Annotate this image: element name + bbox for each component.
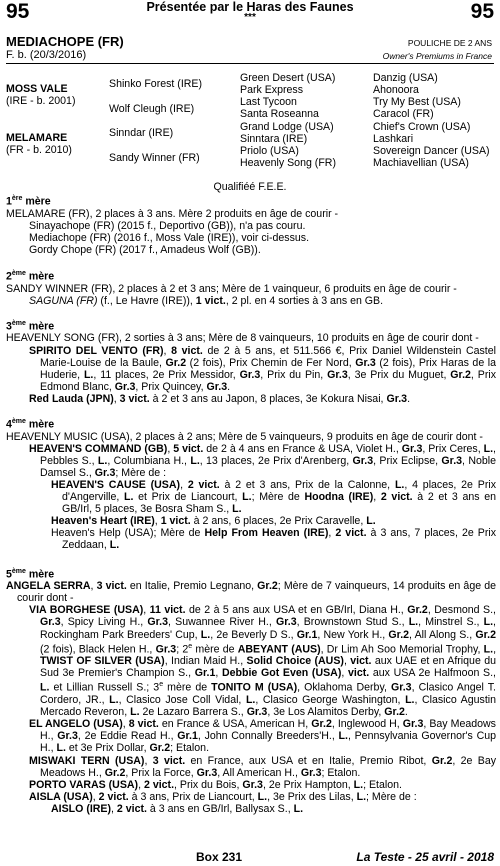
pedigree-g2: Sinndar (IRE) [109, 127, 174, 139]
dam-paragraph: ANGELA SERRA, 3 vict. en Italie, Premio Legnano, Gr.2; Mère de 7 vainqueurs, 14 produits en âge de courir dont - [6, 580, 496, 605]
section-heading-1: 1ère mère [6, 195, 51, 208]
produce-line: Gordy Chope (FR) (2017 f., Amadeus Wolf (GB)). [29, 243, 261, 256]
qualification-line: Qualifiéé F.E.E. [213, 181, 287, 193]
pedigree-dam: MELAMARE [6, 132, 68, 144]
page-footer [0, 848, 500, 866]
lot-number-right: 95 [470, 0, 494, 23]
pedigree-g3: Park Express [240, 84, 303, 96]
presenter-line: Présentée par le Haras des Faunes [146, 0, 354, 14]
produce-line: PORTO VARAS (USA), 2 vict., Prix du Bois, Gr.3, 2e Prix Hampton, L.; Etalon. [29, 778, 402, 791]
pedigree-g4: Danzig (USA) [373, 72, 438, 84]
pedigree-g3: Last Tycoon [240, 96, 297, 108]
horse-sex-birth: F. b. (20/3/2016) [6, 49, 87, 61]
dam-paragraph: HEAVENLY MUSIC (USA), 2 places à 2 ans; Mère de 5 vainqueurs, 9 produits en âge de courir dont - [6, 430, 483, 443]
pedigree-g3: Grand Lodge (USA) [240, 121, 334, 133]
produce-line: Red Lauda (JPN), 3 vict. à 2 et 3 ans au Japon, 8 places, 3e Kokura Nisai, Gr.3. [29, 392, 411, 405]
horse-category: POULICHE DE 2 ANS [407, 38, 492, 48]
pedigree-g3: Sinntara (IRE) [240, 133, 308, 145]
produce-line: Sinayachope (FR) (2015 f., Deportivo (GB)), n'a pas couru. [29, 219, 306, 232]
pedigree-g4: Caracol (FR) [373, 108, 434, 120]
header-divider [6, 63, 494, 64]
grandproduce-line: HEAVEN'S CAUSE (USA), 2 vict. à 2 et 3 ans, Prix de la Calonne, L., 4 places, 2e Prix d'Angerville, L. et Prix de Liancourt, L.; Mère de Hoodna (IRE), 2 vict. à 2 et 3 ans en GB/Irl, 5 places, 3e Bosra Sham S., L. [51, 479, 496, 516]
pedigree-sire-info: (IRE - b. 2001) [6, 95, 76, 107]
produce-line: EL ANGELO (USA), 8 vict. en France & USA, American H, Gr.2, Inglewood H, Gr.3, Bay Meadows H., Gr.3, 2e Eddie Read H., Gr.1, John Connally Breeders'H., L., Pennsylvania Governor's Cup H., L. et 3e Prix Dollar, Gr.2; Etalon. [29, 718, 497, 755]
grandproduce-line: AISLO (IRE), 2 vict. à 3 ans en GB/Irl, Ballysax S., L. [51, 802, 304, 815]
box-number: Box 231 [196, 850, 243, 864]
produce-line: HEAVEN'S COMMAND (GB), 5 vict. de 2 à 4 ans en France & USA, Violet H., Gr.3, Prix Ceres, L., Pebbles S., L., Columbiana H., L., 13 places, 2e Prix d'Arenberg, Gr.3, Prix Eclipse, Gr.3, Noble Damsel S., Gr.3; Mère de : [29, 442, 497, 479]
pedigree-g4: Try My Best (USA) [373, 96, 461, 108]
pedigree-dam-info: (FR - b. 2010) [6, 144, 72, 156]
grandproduce-line: Heaven's Help (USA); Mère de Help From Heaven (IRE), 2 vict. à 3 ans, 7 places, 2e Prix Zeddaan, L. [51, 527, 496, 552]
pedigree-g2: Wolf Cleugh (IRE) [109, 103, 195, 115]
produce-line: Mediachope (FR) (2016 f., Moss Vale (IRE)), voir ci-dessus. [29, 231, 310, 244]
grandproduce-line: Heaven's Heart (IRE), 1 vict. à 2 ans, 6 places, 2e Prix Caravelle, L. [51, 515, 376, 528]
pedigree-g4: Chief's Crown (USA) [373, 121, 471, 133]
dam-paragraph: SANDY WINNER (FR), 2 places à 2 et 3 ans; Mère de 1 vainqueur, 6 produits en âge de courir - [6, 282, 457, 295]
produce-line: VIA BORGHESE (USA), 11 vict. de 2 à 5 ans aux USA et en GB/Irl, Diana H., Gr.2, Desmond S., Gr.3, Spicy Living H., Gr.3, Suwannee River H., Gr.3, Brownstown Stud S., L., Minstrel S., L., Rockingham Park Breeders' Cup, L., 2e Beverly D S., Gr.1, New York H., Gr.2, All Along S., Gr.2 (2 fois), Black Helen H., Gr.3; 2e mère de ABEYANT (AUS), Dr Lim Ah Soo Memorial Trophy, L., TWIST OF SILVER (USA), Indian Maid H., Solid Choice (AUS), vict. aux UAE et en Afrique du Sud 3e Premier's Champion S., Gr.1, Debbie Got Even (USA), vict. aux USA 2e Halfmoon S., L. et Lillian Russell S.; 3e mère de TONITO M (USA), Oklahoma Derby, Gr.3, Clasico Angel T. Cordero, JR., L., Clasico Jose Coll Vidal, L., Clasico George Washington, L., Clasico Agustin Mercado Reveron, L. 2e Lazaro Barrera S., Gr.3, 3e Los Alamitos Derby, Gr.2. [29, 604, 497, 719]
section-heading-5: 5ème mère [6, 567, 55, 581]
pedigree-g3: Priolo (USA) [240, 145, 299, 157]
sale-place-date: La Teste - 25 avril - 2018 [356, 850, 494, 864]
pedigree-sire: MOSS VALE [6, 83, 68, 95]
produce-line: SAGUNA (FR) (f., Le Havre (IRE)), 1 vict., 2 pl. en 4 sorties à 3 ans en GB. [29, 294, 384, 307]
section-heading-4: 4ème mère [6, 418, 55, 431]
pedigree-g3: Santa Roseanna [240, 108, 319, 120]
lot-number-left: 95 [6, 0, 30, 23]
produce-line: AISLA (USA), 2 vict. à 3 ans, Prix de Liancourt, L., 3e Prix des Lilas, L.; Mère de : [29, 790, 417, 803]
dam-paragraph: MELAMARE (FR), 2 places à 3 ans. Mère 2 produits en âge de courir - [6, 207, 339, 220]
pedigree-g4: Ahonoora [373, 84, 419, 96]
produce-line: SPIRITO DEL VENTO (FR), 8 vict. de 2 à 5 ans, et 511.566 €, Prix Daniel Wildenstein Castel Marie-Louise de la Baule, Gr.2 (2 fois), Prix Chemin de Fer Nord, Gr.3 (2 fois), Prix Haras de la Huderie, L., 11 places, 2e Prix Messidor, Gr.3, Prix du Pin, Gr.3, 3e Prix du Muguet, Gr.2, Prix Edmond Blanc, Gr.3, Prix Quincey, Gr.3. [29, 344, 497, 393]
pedigree-g4: Machiavellian (USA) [373, 157, 469, 169]
stars-mark: *** [244, 12, 256, 23]
pedigree-g3: Heavenly Song (FR) [240, 157, 336, 169]
section-heading-2: 2ème mère [6, 270, 55, 283]
owner-premiums-note: Owner's Premiums in France [382, 51, 492, 61]
catalogue-body [6, 193, 496, 815]
pedigree-g2: Shinko Forest (IRE) [109, 78, 203, 90]
catalogue-header [0, 0, 500, 34]
section-heading-3: 3ème mère [6, 319, 55, 333]
dam-paragraph: HEAVENLY SONG (FR), 2 sorties à 3 ans; Mère de 8 vainqueurs, 10 produits en âge de courir dont - [6, 332, 479, 345]
pedigree-g4: Sovereign Dancer (USA) [373, 145, 490, 157]
pedigree-g3: Green Desert (USA) [240, 72, 336, 84]
pedigree-g2: Sandy Winner (FR) [109, 152, 200, 164]
produce-line: MISWAKI TERN (USA), 3 vict. en France, aux USA et en Italie, Premio Ribot, Gr.2, 2e Bay Meadows H., Gr.2, Prix la Force, Gr.3, All American H., Gr.3; Etalon. [29, 754, 497, 779]
pedigree-g4: Lashkari [373, 133, 414, 145]
horse-name: MEDIACHOPE (FR) [6, 34, 124, 49]
